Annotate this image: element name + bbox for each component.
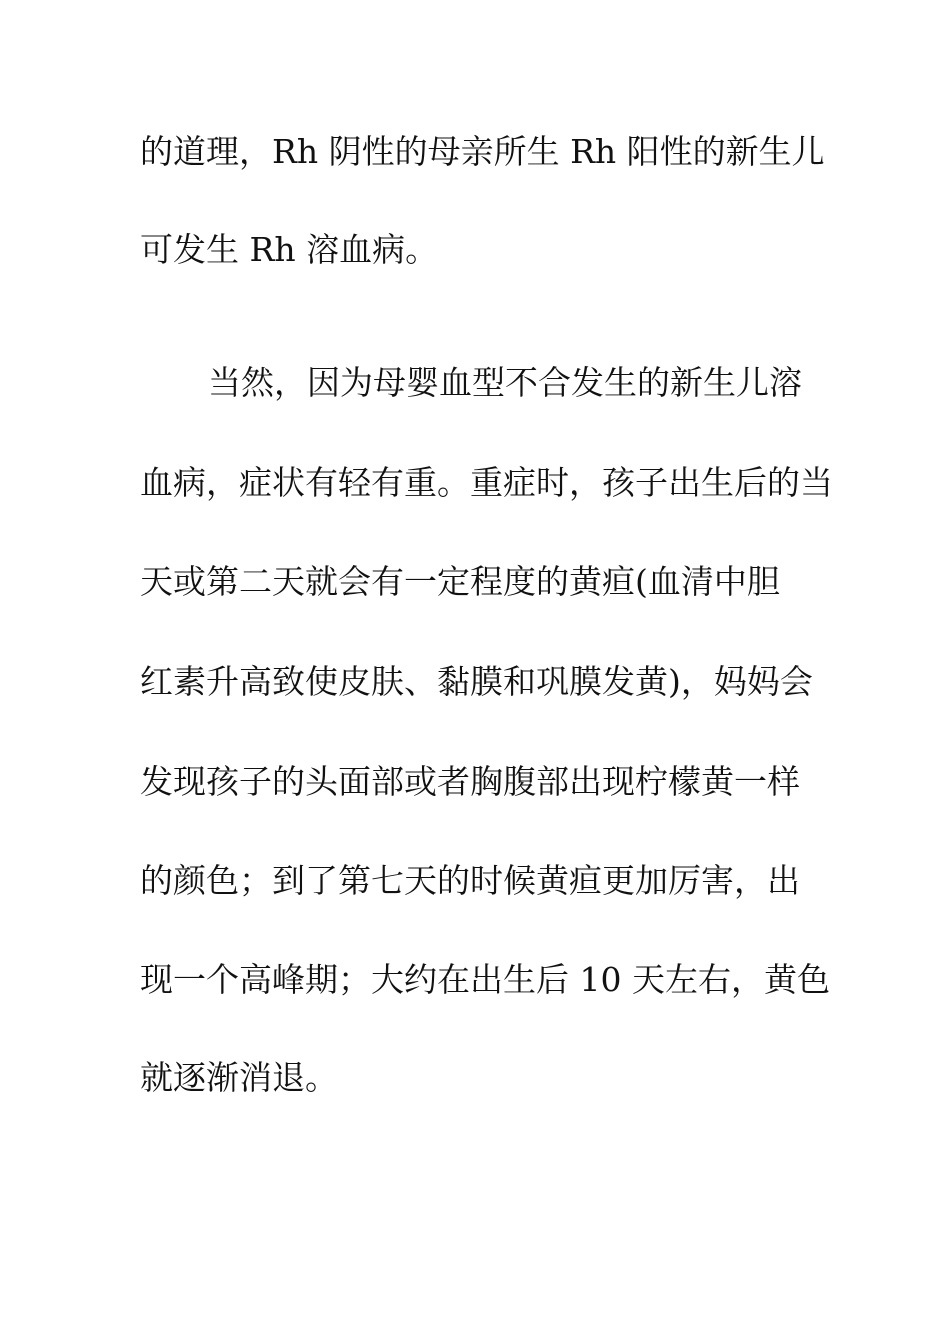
paragraph-2-line-6: 的颜色；到了第七天的时候黄疸更加厉害，出 xyxy=(140,861,800,900)
paragraph-2-line-8: 就逐渐消退。 xyxy=(140,1058,338,1097)
paragraph-2-line-3: 天或第二天就会有一定程度的黄疸(血清中胆 xyxy=(140,562,780,601)
paragraph-1-line-1: 的道理，Rh 阴性的母亲所生 Rh 阳性的新生儿 xyxy=(140,132,825,171)
paragraph-1-line-2: 可发生 Rh 溶血病。 xyxy=(140,230,439,269)
paragraph-2-line-7: 现一个高峰期；大约在出生后 10 天左右，黄色 xyxy=(140,960,830,999)
paragraph-2-line-5: 发现孩子的头面部或者胸腹部出现柠檬黄一样 xyxy=(140,762,800,801)
paragraph-2-line-2: 血病，症状有轻有重。重症时，孩子出生后的当 xyxy=(140,463,833,502)
paragraph-2-line-4: 红素升高致使皮肤、黏膜和巩膜发黄)，妈妈会 xyxy=(140,662,813,701)
paragraph-2-line-1: 当然，因为母婴血型不合发生的新生儿溶 xyxy=(208,363,802,402)
